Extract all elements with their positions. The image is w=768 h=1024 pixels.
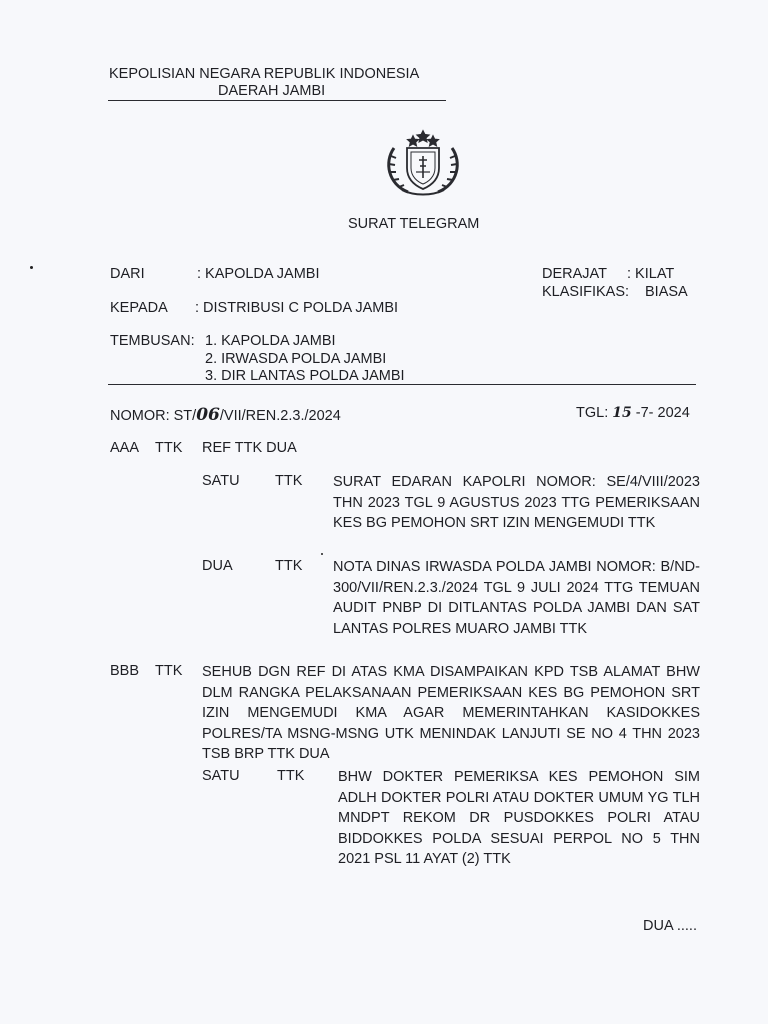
bbb-label: BBB: [110, 663, 140, 679]
police-emblem-icon: [380, 128, 466, 200]
date-suffix: -7- 2024: [631, 405, 690, 421]
tembusan-item: 2. IRWASDA POLDA JAMBI: [205, 351, 387, 367]
dari-label: DARI: [110, 266, 145, 282]
bbb-item-text: BHW DOKTER PEMERIKSA KES PEMOHON SIM ADLH DOKTER POLRI ATAU DOKTER UMUM YG TLH MNDPT REKOM DR PUSDOKKES POLRI ATAU BIDDOKKES POLDA SESUAI PERPOL NO 5 THN 2021 PSL 11 AYAT (2) TTK: [338, 769, 700, 867]
ttk-label: TTK: [155, 440, 183, 456]
document-type-title: SURAT TELEGRAM: [348, 216, 480, 232]
derajat-label: DERAJAT: [542, 266, 607, 282]
klasifikasi-label: KLASIFIKAS:: [542, 284, 630, 300]
tembusan-label: TEMBUSAN:: [110, 333, 195, 349]
scan-speck: [321, 553, 323, 555]
number-handwritten: 06: [196, 405, 220, 425]
item-label: SATU: [202, 473, 240, 489]
scan-speck: [30, 266, 33, 269]
header-underline: [108, 100, 446, 101]
document-date: [576, 405, 690, 421]
continuation-marker: DUA .....: [643, 918, 697, 934]
ttk-label: TTK: [277, 768, 305, 784]
number-suffix: /VII/REN.2.3./2024: [219, 408, 341, 424]
item-label: SATU: [202, 768, 240, 784]
bbb-text: SEHUB DGN REF DI ATAS KMA DISAMPAIKAN KPD TSB ALAMAT BHW DLM RANGKA PELAKSANAAN PEMERIKSAAN KES BG PEMOHON SRT IZIN MENGEMUDI KMA AGAR MEMERINTAHKAN KASIDOKKES POLRES/TA MSNG-MSNG UTK MENINDAK LANJUTI SE NO 4 THN 2023 TSB BRP TTK DUA: [202, 664, 700, 762]
number-prefix: NOMOR: ST/: [110, 408, 197, 424]
aaa-item-text: SURAT EDARAN KAPOLRI NOMOR: SE/4/VIII/2023 THN 2023 TGL 9 AGUSTUS 2023 TTG PEMERIKSAAN KES BG PEMOHON SRT IZIN MENGEMUDI TTK: [333, 474, 700, 531]
region-name: DAERAH JAMBI: [218, 83, 326, 99]
tembusan-item: 1. KAPOLDA JAMBI: [205, 333, 336, 349]
ttk-label: TTK: [155, 663, 183, 679]
tembusan-item: 3. DIR LANTAS POLDA JAMBI: [205, 368, 405, 384]
routing-divider: [108, 384, 696, 385]
document-number: [110, 405, 341, 425]
date-handwritten: 15: [612, 405, 632, 421]
item-label: DUA: [202, 558, 233, 574]
aaa-text: REF TTK DUA: [202, 440, 297, 456]
kepada-label: KEPADA: [110, 300, 168, 316]
ttk-label: TTK: [275, 558, 303, 574]
aaa-item-text: NOTA DINAS IRWASDA POLDA JAMBI NOMOR: B/ND-300/VII/REN.2.3./2024 TGL 9 JULI 2024 TTG TEMUAN AUDIT PNBP DI DITLANTAS POLDA JAMBI DAN SAT LANTAS POLRES MUARO JAMBI TTK: [333, 559, 700, 637]
institution-name: KEPOLISIAN NEGARA REPUBLIK INDONESIA: [109, 66, 420, 82]
dari-value: : KAPOLDA JAMBI: [197, 266, 320, 282]
date-label: TGL:: [576, 405, 609, 421]
derajat-value: : KILAT: [627, 266, 675, 282]
ttk-label: TTK: [275, 473, 303, 489]
aaa-label: AAA: [110, 440, 140, 456]
klasifikasi-value: BIASA: [645, 284, 688, 300]
kepada-value: : DISTRIBUSI C POLDA JAMBI: [195, 300, 399, 316]
